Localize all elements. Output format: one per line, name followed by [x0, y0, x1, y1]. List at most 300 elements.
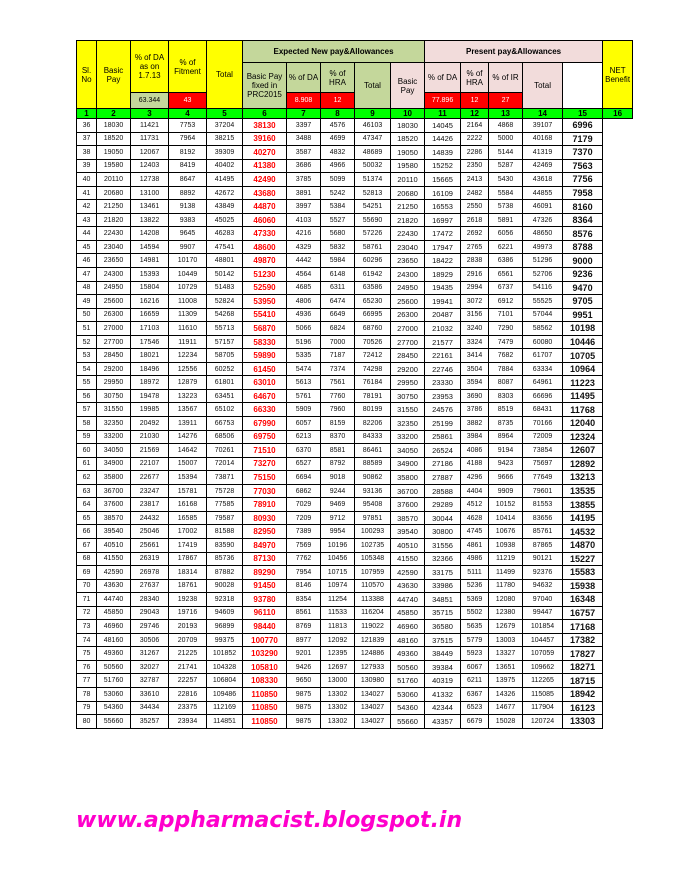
- new-da-header: % of DA: [287, 63, 321, 93]
- table-cell: 18520: [391, 132, 425, 146]
- table-cell: 57: [77, 403, 97, 417]
- table-cell: 92376: [523, 566, 563, 580]
- table-cell: 15227: [563, 552, 603, 566]
- table-cell: 49: [77, 295, 97, 309]
- table-row: [77, 322, 633, 336]
- table-cell: 51483: [207, 281, 243, 295]
- table-cell: 63586: [355, 281, 391, 295]
- table-cell: 56: [77, 389, 97, 403]
- table-cell: 120724: [523, 715, 563, 729]
- table-cell: 80: [77, 715, 97, 729]
- table-cell: 51: [77, 322, 97, 336]
- table-cell: 7958: [563, 186, 603, 200]
- table-cell: 29746: [131, 620, 169, 634]
- table-cell: 65230: [355, 295, 391, 309]
- table-cell: 32350: [391, 417, 425, 431]
- table-cell: 7370: [563, 146, 603, 160]
- table-cell: 48: [77, 281, 97, 295]
- table-cell: 12892: [563, 457, 603, 471]
- table-cell: 35715: [425, 606, 461, 620]
- table-cell: 17002: [169, 525, 207, 539]
- table-cell: 24950: [391, 281, 425, 295]
- table-row: [77, 525, 633, 539]
- new-total-header: Total: [355, 63, 391, 109]
- table-row: [77, 606, 633, 620]
- table-cell: 99447: [523, 606, 563, 620]
- table-cell: 42590: [391, 566, 425, 580]
- present-da-value: 77.896: [425, 93, 461, 109]
- table-cell: 2286: [461, 146, 489, 160]
- sl-no-header: Sl. No: [77, 41, 97, 109]
- table-cell: 8576: [563, 227, 603, 241]
- table-row: [77, 457, 633, 471]
- table-cell: 18942: [563, 687, 603, 701]
- table-cell: 19478: [131, 389, 169, 403]
- table-cell: 5111: [461, 566, 489, 580]
- table-cell: 17546: [131, 335, 169, 349]
- table-cell: 40270: [243, 146, 287, 160]
- table-cell: 11223: [563, 376, 603, 390]
- table-cell: 14195: [563, 511, 603, 525]
- table-row: [77, 281, 633, 295]
- table-cell: 6311: [321, 281, 355, 295]
- table-cell: 14532: [563, 525, 603, 539]
- table-cell: 75728: [207, 484, 243, 498]
- table-cell: 12067: [131, 146, 169, 160]
- table-cell: 24576: [425, 403, 461, 417]
- table-cell: 6370: [287, 444, 321, 458]
- table-row: [77, 132, 633, 146]
- column-number: 11: [425, 109, 461, 119]
- table-cell: 4685: [287, 281, 321, 295]
- table-cell: 62: [77, 471, 97, 485]
- present-ir-value: 27: [489, 93, 523, 109]
- table-cell: 50560: [97, 660, 131, 674]
- table-cell: 38570: [391, 511, 425, 525]
- table-cell: 99375: [207, 633, 243, 647]
- table-cell: 7960: [321, 403, 355, 417]
- table-cell: 74: [77, 633, 97, 647]
- table-cell: 100293: [355, 525, 391, 539]
- table-cell: 73270: [243, 457, 287, 471]
- table-cell: 9907: [169, 240, 207, 254]
- table-cell: 5196: [287, 335, 321, 349]
- table-cell: 8561: [287, 606, 321, 620]
- table-cell: 50142: [207, 268, 243, 282]
- table-cell: 4086: [461, 444, 489, 458]
- table-cell: 7569: [287, 538, 321, 552]
- table-cell: 26524: [425, 444, 461, 458]
- table-cell: 20110: [97, 173, 131, 187]
- table-cell: 5369: [461, 593, 489, 607]
- table-cell: 13822: [131, 213, 169, 227]
- table-cell: 57044: [523, 308, 563, 322]
- table-cell: 53060: [97, 687, 131, 701]
- table-cell: 77585: [207, 498, 243, 512]
- table-cell: 61707: [523, 349, 563, 363]
- table-cell: 10152: [489, 498, 523, 512]
- table-cell: 6213: [287, 430, 321, 444]
- table-cell: 10170: [169, 254, 207, 268]
- table-cell: 7964: [169, 132, 207, 146]
- table-cell: 57157: [207, 335, 243, 349]
- table-row: [77, 308, 633, 322]
- table-cell: 52824: [207, 295, 243, 309]
- table-cell: 34900: [391, 457, 425, 471]
- table-cell: 7762: [287, 552, 321, 566]
- table-cell: 18422: [425, 254, 461, 268]
- table-cell: 75150: [243, 471, 287, 485]
- table-cell: 68: [77, 552, 97, 566]
- table-cell: 8354: [287, 593, 321, 607]
- table-cell: 8892: [169, 186, 207, 200]
- table-cell: 105348: [355, 552, 391, 566]
- table-cell: 36: [77, 119, 97, 133]
- table-cell: 8364: [563, 213, 603, 227]
- table-cell: 130980: [355, 674, 391, 688]
- column-number: 8: [321, 109, 355, 119]
- table-cell: 25046: [131, 525, 169, 539]
- table-cell: 64961: [523, 376, 563, 390]
- table-cell: 23817: [131, 498, 169, 512]
- table-cell: 6862: [287, 484, 321, 498]
- table-cell: 18030: [391, 119, 425, 133]
- table-cell: 11421: [131, 119, 169, 133]
- table-cell: 61801: [207, 376, 243, 390]
- table-cell: 5779: [461, 633, 489, 647]
- table-cell: 43: [77, 213, 97, 227]
- table-cell: 70: [77, 579, 97, 593]
- pay-fixation-table: [76, 40, 633, 729]
- table-cell: 28340: [131, 593, 169, 607]
- table-cell: 17947: [425, 240, 461, 254]
- table-cell: 10198: [563, 322, 603, 336]
- table-cell: 9000: [563, 254, 603, 268]
- table-cell: 63334: [523, 362, 563, 376]
- table-cell: 32027: [131, 660, 169, 674]
- table-cell: 35257: [131, 715, 169, 729]
- table-row: [77, 227, 633, 241]
- table-row: [77, 647, 633, 661]
- present-da-header: % of DA: [425, 63, 461, 93]
- table-cell: 21741: [169, 660, 207, 674]
- table-cell: 33986: [425, 579, 461, 593]
- table-cell: 44855: [523, 186, 563, 200]
- table-row: [77, 620, 633, 634]
- table-cell: 19050: [391, 146, 425, 160]
- table-cell: 16585: [169, 511, 207, 525]
- table-cell: 52813: [355, 186, 391, 200]
- table-cell: 9875: [287, 715, 321, 729]
- table-cell: 42: [77, 200, 97, 214]
- table-cell: 34050: [391, 444, 425, 458]
- present-ir-header: % of IR: [489, 63, 523, 93]
- table-cell: 13461: [131, 200, 169, 214]
- table-cell: 37204: [207, 119, 243, 133]
- table-cell: 3324: [461, 335, 489, 349]
- net-benefit-header: NET Benefit: [603, 41, 633, 109]
- table-cell: 112265: [523, 674, 563, 688]
- table-cell: 48801: [207, 254, 243, 268]
- table-cell: 41332: [425, 687, 461, 701]
- table-cell: 46103: [355, 119, 391, 133]
- table-cell: 110850: [243, 701, 287, 715]
- table-cell: 121839: [355, 633, 391, 647]
- table-cell: 22746: [425, 362, 461, 376]
- column-number: 3: [131, 109, 169, 119]
- table-cell: 24950: [97, 281, 131, 295]
- table-cell: 10964: [563, 362, 603, 376]
- table-cell: 32787: [131, 674, 169, 688]
- table-cell: 77030: [243, 484, 287, 498]
- table-cell: 9383: [169, 213, 207, 227]
- table-cell: 91450: [243, 579, 287, 593]
- table-cell: 41550: [391, 552, 425, 566]
- table-cell: 19716: [169, 606, 207, 620]
- table-cell: 15804: [131, 281, 169, 295]
- table-cell: 69750: [243, 430, 287, 444]
- fitment-header: % of Fitment: [169, 41, 207, 93]
- column-number: 14: [523, 109, 563, 119]
- table-cell: 3690: [461, 389, 489, 403]
- table-cell: 33200: [391, 430, 425, 444]
- table-cell: 7561: [321, 376, 355, 390]
- table-cell: 12080: [489, 593, 523, 607]
- table-cell: 9244: [321, 484, 355, 498]
- table-cell: 66: [77, 525, 97, 539]
- table-cell: 2838: [461, 254, 489, 268]
- table-cell: 69: [77, 566, 97, 580]
- table-cell: 43630: [97, 579, 131, 593]
- table-cell: 93136: [355, 484, 391, 498]
- table-cell: 58: [77, 417, 97, 431]
- column-number: 15: [563, 109, 603, 119]
- table-cell: 29950: [97, 376, 131, 390]
- table-row: [77, 254, 633, 268]
- table-cell: 29200: [391, 362, 425, 376]
- table-cell: 40510: [391, 538, 425, 552]
- table-cell: 6386: [489, 254, 523, 268]
- table-cell: 77: [77, 674, 97, 688]
- table-cell: 13567: [169, 403, 207, 417]
- table-cell: 9650: [287, 674, 321, 688]
- table-cell: 23040: [391, 240, 425, 254]
- table-cell: 29950: [391, 376, 425, 390]
- table-cell: 8303: [489, 389, 523, 403]
- table-cell: 8788: [563, 240, 603, 254]
- table-cell: 105810: [243, 660, 287, 674]
- table-cell: 19050: [97, 146, 131, 160]
- table-cell: 14870: [563, 538, 603, 552]
- table-cell: 108330: [243, 674, 287, 688]
- table-cell: 90121: [523, 552, 563, 566]
- table-cell: 15007: [169, 457, 207, 471]
- table-cell: 29043: [131, 606, 169, 620]
- table-cell: 16109: [425, 186, 461, 200]
- table-cell: 3156: [461, 308, 489, 322]
- table-cell: 8160: [563, 200, 603, 214]
- table-cell: 15583: [563, 566, 603, 580]
- table-cell: 50: [77, 308, 97, 322]
- table-cell: 63010: [243, 376, 287, 390]
- table-cell: 3594: [461, 376, 489, 390]
- table-cell: 22816: [169, 687, 207, 701]
- table-cell: 40168: [523, 132, 563, 146]
- table-cell: 12607: [563, 444, 603, 458]
- table-cell: 40319: [425, 674, 461, 688]
- table-row: [77, 240, 633, 254]
- column-number: 1: [77, 109, 97, 119]
- table-cell: 25600: [391, 295, 425, 309]
- table-row: [77, 186, 633, 200]
- table-cell: 18520: [97, 132, 131, 146]
- footer-url[interactable]: www.appharmacist.blogspot.in: [76, 808, 463, 833]
- table-row: [77, 295, 633, 309]
- table-cell: 84333: [355, 430, 391, 444]
- table-cell: 134027: [355, 687, 391, 701]
- da-percent-header: % of DA as on 1.7.13: [131, 41, 169, 93]
- table-cell: 13000: [321, 674, 355, 688]
- table-row: [77, 471, 633, 485]
- table-cell: 5000: [489, 132, 523, 146]
- table-cell: 20709: [169, 633, 207, 647]
- table-cell: 14276: [169, 430, 207, 444]
- table-cell: 20680: [391, 186, 425, 200]
- table-cell: 7753: [169, 119, 207, 133]
- table-cell: 30044: [425, 511, 461, 525]
- table-cell: 15665: [425, 173, 461, 187]
- table-cell: 46: [77, 254, 97, 268]
- table-cell: 19985: [131, 403, 169, 417]
- table-cell: 37: [77, 132, 97, 146]
- table-cell: 58705: [207, 349, 243, 363]
- table-cell: 7000: [321, 335, 355, 349]
- table-cell: 23330: [425, 376, 461, 390]
- table-cell: 3072: [461, 295, 489, 309]
- table-cell: 12556: [169, 362, 207, 376]
- table-cell: 75697: [523, 457, 563, 471]
- table-row: [77, 660, 633, 674]
- table-cell: 46091: [523, 200, 563, 214]
- table-cell: 22257: [169, 674, 207, 688]
- table-cell: 6221: [489, 240, 523, 254]
- table-cell: 55690: [355, 213, 391, 227]
- table-cell: 15252: [425, 159, 461, 173]
- table-cell: 104328: [207, 660, 243, 674]
- table-cell: 64670: [243, 389, 287, 403]
- table-cell: 94609: [207, 606, 243, 620]
- table-cell: 18761: [169, 579, 207, 593]
- table-cell: 19580: [97, 159, 131, 173]
- table-cell: 16997: [425, 213, 461, 227]
- table-cell: 16659: [131, 308, 169, 322]
- table-cell: 82950: [243, 525, 287, 539]
- table-cell: 38570: [97, 511, 131, 525]
- table-cell: 2482: [461, 186, 489, 200]
- table-cell: 15028: [489, 715, 523, 729]
- table-cell: 60080: [523, 335, 563, 349]
- table-cell: 13327: [489, 647, 523, 661]
- table-cell: 97851: [355, 511, 391, 525]
- table-cell: 26300: [391, 308, 425, 322]
- table-cell: 4861: [461, 538, 489, 552]
- table-cell: 4576: [321, 119, 355, 133]
- table-cell: 4832: [321, 146, 355, 160]
- table-cell: 42490: [243, 173, 287, 187]
- table-cell: 7187: [321, 349, 355, 363]
- table-cell: 85736: [207, 552, 243, 566]
- table-cell: 3786: [461, 403, 489, 417]
- table-cell: 58330: [243, 335, 287, 349]
- table-row: [77, 593, 633, 607]
- table-cell: 4564: [287, 268, 321, 282]
- table-cell: 13100: [131, 186, 169, 200]
- table-cell: 25600: [97, 295, 131, 309]
- table-cell: 3785: [287, 173, 321, 187]
- table-cell: 8977: [287, 633, 321, 647]
- table-cell: 109486: [207, 687, 243, 701]
- table-cell: 49870: [243, 254, 287, 268]
- table-cell: 4966: [321, 159, 355, 173]
- table-cell: 20680: [97, 186, 131, 200]
- table-cell: 33175: [425, 566, 461, 580]
- table-cell: 9645: [169, 227, 207, 241]
- table-cell: 39309: [207, 146, 243, 160]
- table-cell: 24432: [131, 511, 169, 525]
- table-cell: 24300: [97, 268, 131, 282]
- table-cell: 6056: [489, 227, 523, 241]
- present-hra-header: % of HRA: [461, 63, 489, 93]
- table-cell: 52590: [243, 281, 287, 295]
- table-cell: 72014: [207, 457, 243, 471]
- table-cell: 7563: [563, 159, 603, 173]
- table-cell: 4103: [287, 213, 321, 227]
- table-cell: 2916: [461, 268, 489, 282]
- table-cell: 11610: [169, 322, 207, 336]
- table-cell: 13003: [489, 633, 523, 647]
- column-number: 6: [243, 109, 287, 119]
- table-cell: 73: [77, 620, 97, 634]
- table-cell: 6996: [563, 119, 603, 133]
- table-cell: 9875: [287, 687, 321, 701]
- table-cell: 75: [77, 647, 97, 661]
- table-cell: 9951: [563, 308, 603, 322]
- table-cell: 20492: [131, 417, 169, 431]
- table-cell: 117904: [523, 701, 563, 715]
- table-cell: 17419: [169, 538, 207, 552]
- table-row: [77, 633, 633, 647]
- table-cell: 55: [77, 376, 97, 390]
- table-cell: 10676: [489, 525, 523, 539]
- table-cell: 4986: [461, 552, 489, 566]
- table-cell: 97040: [523, 593, 563, 607]
- table-cell: 14642: [169, 444, 207, 458]
- table-cell: 12324: [563, 430, 603, 444]
- table-cell: 6737: [489, 281, 523, 295]
- table-cell: 47541: [207, 240, 243, 254]
- table-row: [77, 430, 633, 444]
- table-cell: 2618: [461, 213, 489, 227]
- table-cell: 42590: [97, 566, 131, 580]
- new-basic-pay-header: Basic Pay fixed in PRC2015: [243, 63, 287, 109]
- table-row: [77, 349, 633, 363]
- table-cell: 116204: [355, 606, 391, 620]
- table-cell: 8419: [169, 159, 207, 173]
- table-cell: 53950: [243, 295, 287, 309]
- table-cell: 44740: [391, 593, 425, 607]
- table-cell: 51760: [391, 674, 425, 688]
- table-cell: 45025: [207, 213, 243, 227]
